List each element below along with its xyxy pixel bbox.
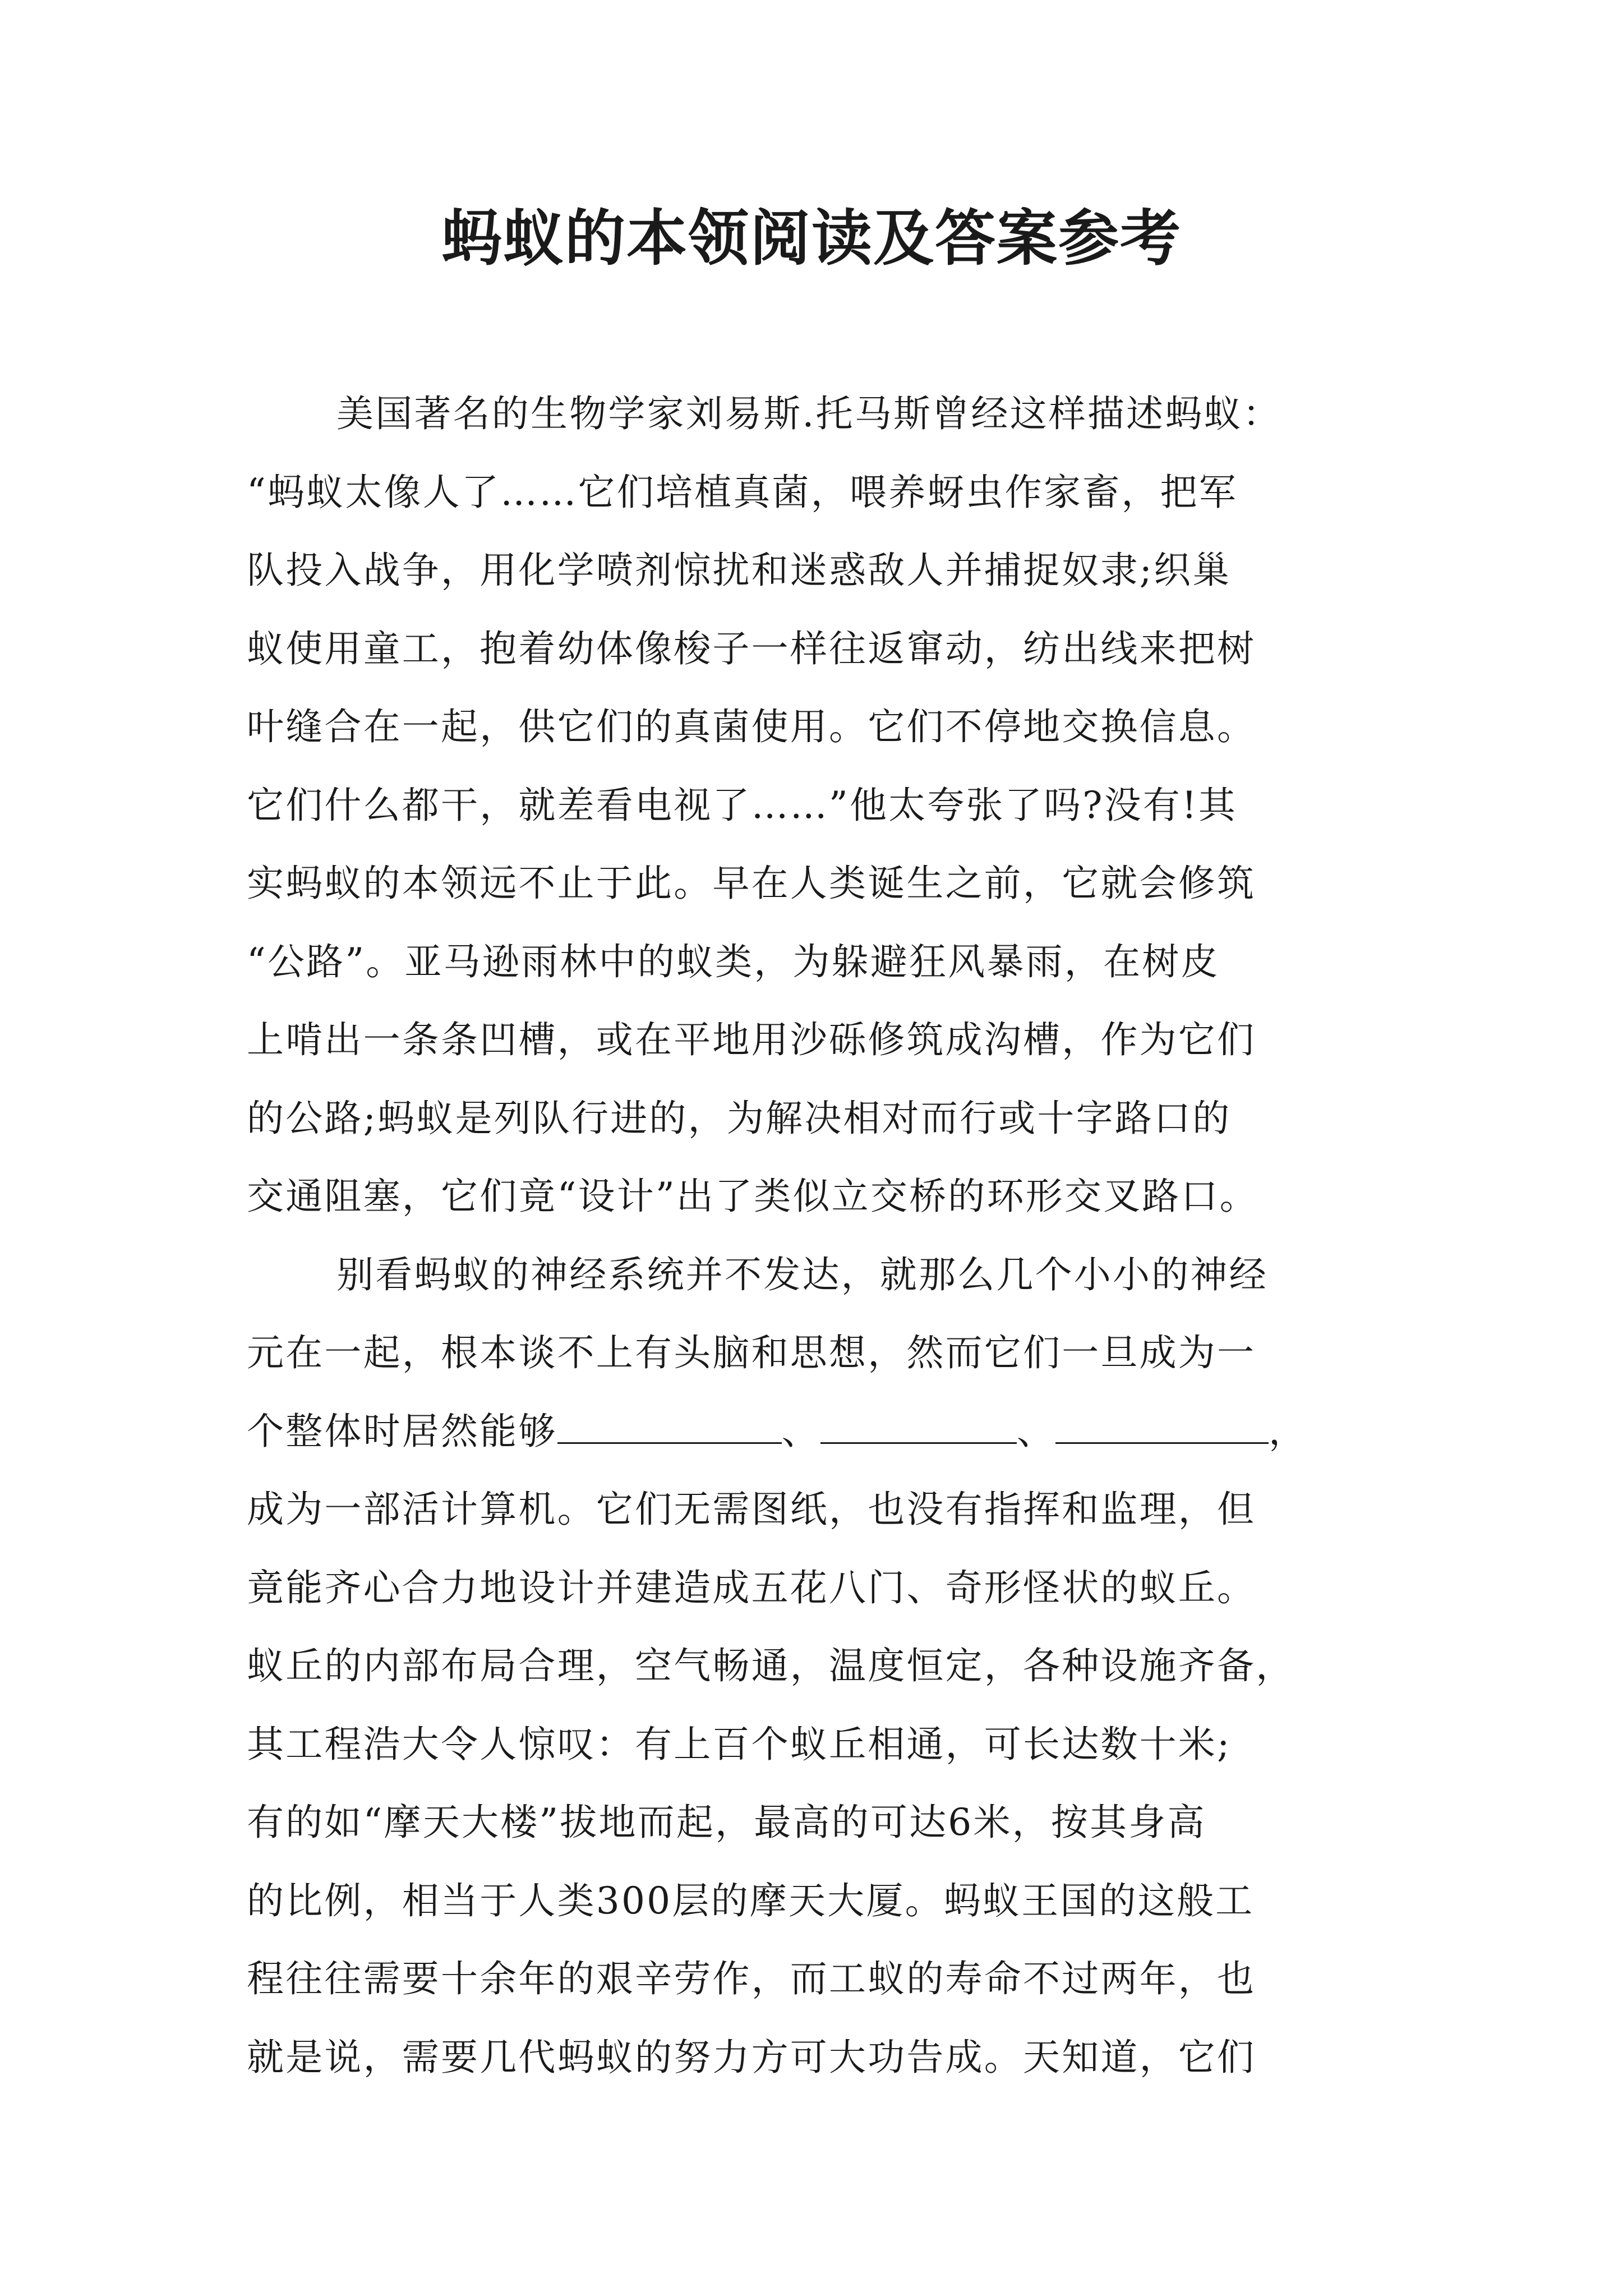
paragraph-2-line: 元在一起，根本谈不上有头脑和思想，然而它们一旦成为一 bbox=[247, 1331, 1256, 1374]
paragraph-1-line: “蚂蚁太像人了……它们培植真菌，喂养蚜虫作家畜，把军 bbox=[247, 470, 1238, 514]
document-body bbox=[247, 375, 1436, 2096]
paragraph-1-line: “公路”。亚马逊雨林中的蚁类，为躲避狂风暴雨，在树皮 bbox=[247, 940, 1220, 983]
document-title: 蚂蚁的本领阅读及答案参考 bbox=[441, 203, 1182, 274]
paragraph-2-line: 别看蚂蚁的神经系统并不发达，就那么几个小小的神经 bbox=[336, 1253, 1268, 1296]
answer-blank-2 bbox=[820, 1403, 1017, 1444]
paragraph-1-line: 它们什么都干，就差看电视了……”他太夸张了吗?没有!其 bbox=[247, 783, 1238, 827]
paragraph-2-line: 就是说，需要几代蚂蚁的努力方可大功告成。天知道，它们 bbox=[247, 2035, 1256, 2079]
paragraph-1-line: 的公路;蚂蚁是列队行进的，为解决相对而行或十字路口的 bbox=[247, 1096, 1232, 1140]
paragraph-2-line: 成为一部活计算机。它们无需图纸，也没有指挥和监理，但 bbox=[247, 1488, 1256, 1531]
blank-separator-1: 、 bbox=[781, 1409, 820, 1453]
paragraph-1-line: 实蚂蚁的本领远不止于此。早在人类诞生之前，它就会修筑 bbox=[247, 862, 1256, 905]
paragraph-1-line: 蚁使用童工，抱着幼体像梭子一样往返窜动，纺出线来把树 bbox=[247, 627, 1256, 670]
paragraph-2-line: 其工程浩大令人惊叹：有上百个蚁丘相通，可长达数十米; bbox=[247, 1722, 1232, 1766]
answer-blank-1 bbox=[557, 1403, 782, 1444]
paragraph-1-line: 美国著名的生物学家刘易斯.托马斯曾经这样描述蚂蚁： bbox=[336, 392, 1281, 435]
paragraph-2-line: 竟能齐心合力地设计并建造成五花八门、奇形怪状的蚁丘。 bbox=[247, 1566, 1256, 1609]
answer-blank-3 bbox=[1055, 1403, 1269, 1444]
paragraph-1-line: 交通阻塞，它们竟“设计”出了类似立交桥的环形交叉路口。 bbox=[247, 1175, 1258, 1218]
paragraph-2-line: 有的如“摩天大楼”拔地而起，最高的可达6米，按其身高 bbox=[247, 1801, 1206, 1844]
paragraph-1-line: 队投入战争，用化学喷剂惊扰和迷惑敌人并捕捉奴隶;织巢 bbox=[247, 549, 1232, 592]
blank-separator-2: 、 bbox=[1016, 1409, 1056, 1453]
paragraph-2-line: 的比例，相当于人类300层的摩天大厦。蚂蚁王国的这般工 bbox=[247, 1879, 1255, 1922]
paragraph-2-line: 蚁丘的内部布局合理，空气畅通，温度恒定，各种设施齐备， bbox=[247, 1644, 1295, 1687]
fill-in-blank-line bbox=[247, 1392, 1436, 1471]
paragraph-1-line: 叶缝合在一起，供它们的真菌使用。它们不停地交换信息。 bbox=[247, 705, 1256, 748]
blank-line-suffix: ， bbox=[1269, 1409, 1308, 1453]
blank-line-prefix: 个整体时居然能够 bbox=[247, 1409, 557, 1453]
paragraph-2-line: 程往往需要十余年的艰辛劳作，而工蚁的寿命不过两年，也 bbox=[247, 1957, 1256, 2000]
paragraph-1-line: 上啃出一条条凹槽，或在平地用沙砾修筑成沟槽，作为它们 bbox=[247, 1018, 1256, 1061]
